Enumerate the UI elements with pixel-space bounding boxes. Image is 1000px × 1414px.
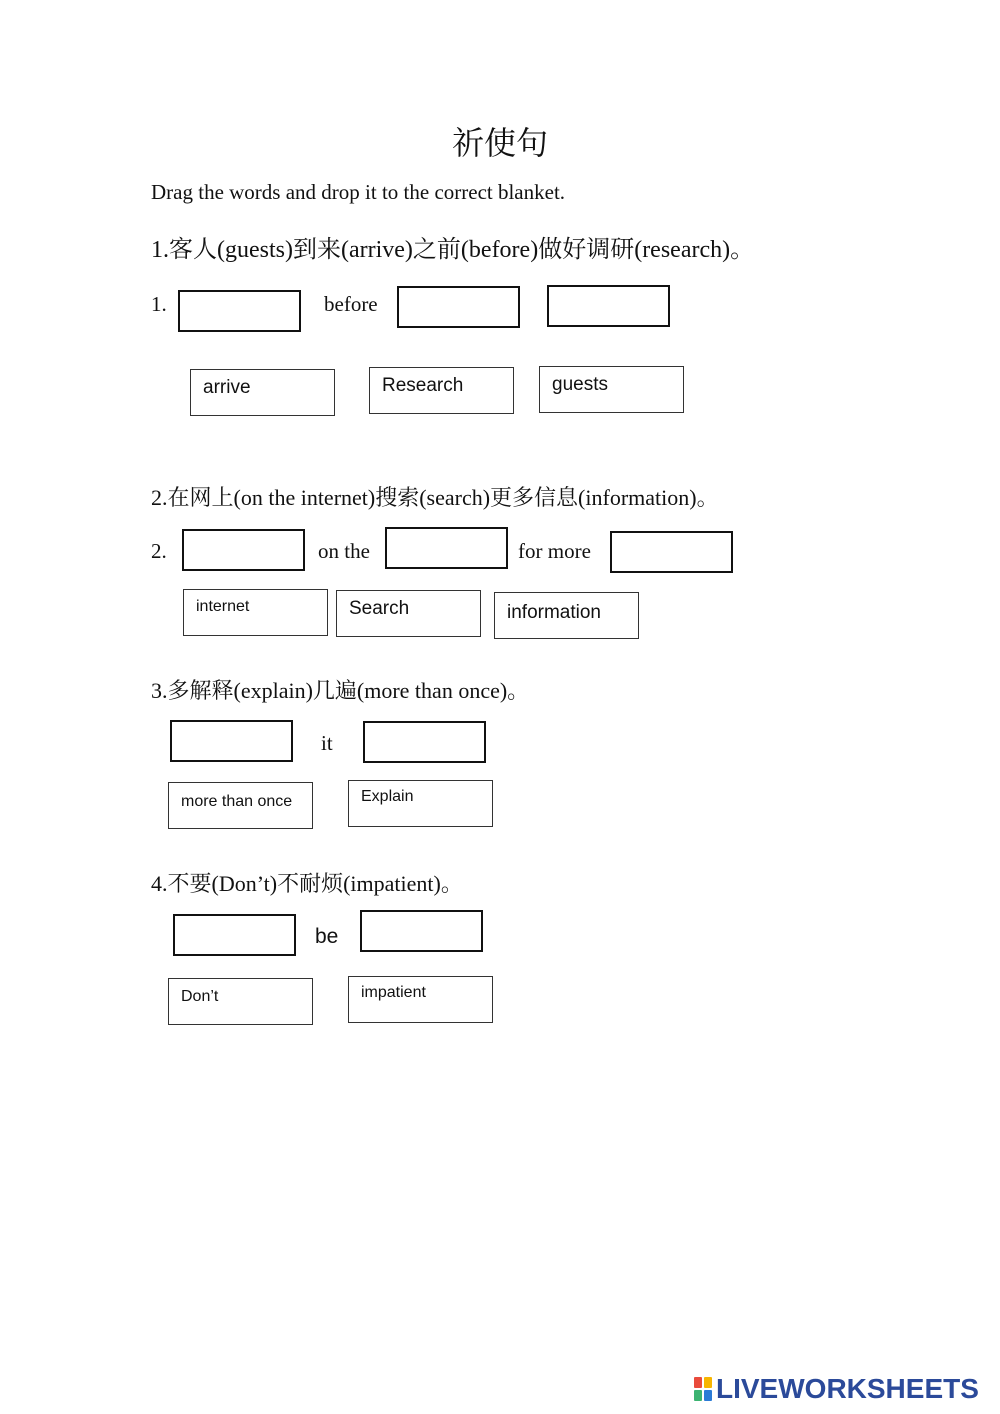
q3-tile-explain[interactable]: Explain xyxy=(348,780,493,827)
q2-tile-internet[interactable]: internet xyxy=(183,589,328,636)
q3-blank-1[interactable] xyxy=(170,720,293,762)
q2-blank-3[interactable] xyxy=(610,531,733,573)
q4-tile-dont[interactable]: Don’t xyxy=(168,978,313,1025)
question-2-number: 2. xyxy=(151,539,167,563)
q1-tile-guests[interactable]: guests xyxy=(539,366,684,413)
q2-blank-1[interactable] xyxy=(182,529,305,571)
q3-tile-more-than-once[interactable]: more than once xyxy=(168,782,313,829)
q4-word-be: be xyxy=(315,925,339,948)
q2-tile-information[interactable]: information xyxy=(494,592,639,639)
q3-blank-2[interactable] xyxy=(363,721,486,763)
q2-word-on-the: on the xyxy=(318,539,370,563)
q4-blank-2[interactable] xyxy=(360,910,483,952)
liveworksheets-logo-text: LIVEWORKSHEETS xyxy=(716,1373,979,1404)
question-3-prompt: 3.多解释(explain)几遍(more than once)。 xyxy=(151,678,530,703)
page-title: 祈使句 xyxy=(451,125,548,161)
q1-tile-research[interactable]: Research xyxy=(369,367,514,414)
q4-tile-impatient[interactable]: impatient xyxy=(348,976,493,1023)
q3-word-it: it xyxy=(321,731,333,755)
q2-word-for-more: for more xyxy=(518,539,591,563)
q1-word-before: before xyxy=(324,292,378,316)
q4-blank-1[interactable] xyxy=(173,914,296,956)
instructions: Drag the words and drop it to the correct blanket. xyxy=(151,180,566,204)
q2-blank-2[interactable] xyxy=(385,527,508,569)
q2-tile-search[interactable]: Search xyxy=(336,590,481,637)
q1-blank-2[interactable] xyxy=(397,286,520,328)
liveworksheets-logo xyxy=(694,1374,979,1404)
q1-blank-1[interactable] xyxy=(178,290,301,332)
liveworksheets-logo-icon xyxy=(694,1377,712,1401)
q1-blank-3[interactable] xyxy=(547,285,670,327)
question-1-number: 1. xyxy=(151,292,167,316)
question-4-prompt: 4.不要(Don’t)不耐烦(impatient)。 xyxy=(151,871,463,896)
question-1-prompt: 1.客人(guests)到来(arrive)之前(before)做好调研(research)。 xyxy=(151,237,755,263)
q1-tile-arrive[interactable]: arrive xyxy=(190,369,335,416)
question-2-prompt: 2.在网上(on the internet)搜索(search)更多信息(information)。 xyxy=(151,485,719,510)
